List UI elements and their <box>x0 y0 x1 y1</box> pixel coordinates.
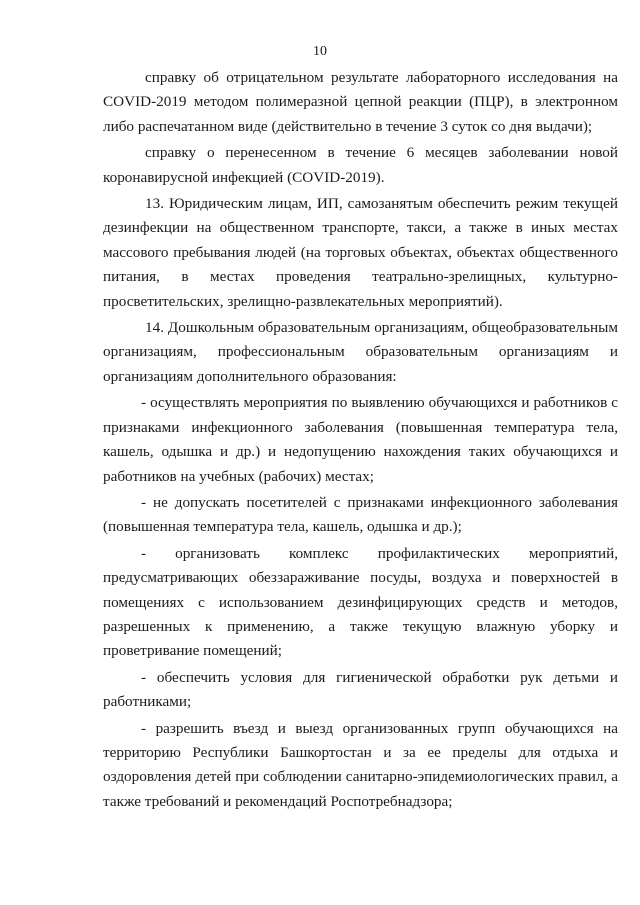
paragraph-item-14: 14. Дошкольным образовательным организациям, общеобразовательным организациям, профессиональным образовательным организациям и организациям дополнительного образования: <box>103 319 618 385</box>
page-number: 10 <box>313 44 327 59</box>
document-body <box>103 66 618 814</box>
list-item-detect-symptoms: - осуществлять мероприятия по выявлению обучающихся и работников с признаками инфекционного заболевания (повышенная температура тела, кашель, одышка и др.) и недопущению нахождения таких обучающихся и работников на учебных (рабочих) местах; <box>103 394 618 485</box>
paragraph-pcr-certificate: справку об отрицательном результате лабораторного исследования на COVID-2019 методом полимеразной цепной реакции (ПЦР), в электронном либо распечатанном виде (действительно в течение 3 суток со дня выдачи); <box>103 69 618 135</box>
list-item-hand-hygiene: - обеспечить условия для гигиенической обработки рук детьми и работниками; <box>103 668 618 711</box>
list-item-disinfection: - организовать комплекс профилактических мероприятий, предусматривающих обеззараживание посуды, воздуха и поверхностей в помещениях с использованием дезинфицирующих средств и методов, разрешенных к применению, а также текущую влажную уборку и проветривание помещений; <box>103 544 618 660</box>
paragraph-item-13: 13. Юридическим лицам, ИП, самозанятым обеспечить режим текущей дезинфекции на общественном транспорте, такси, а также в иных местах массового пребывания людей (на торговых объектах, объектах общественного питания, в местах проведения театрально-зрелищных, культурно-просветительских, зрелищно-развлекательных мероприятий). <box>103 195 618 310</box>
list-item-group-travel: - разрешить въезд и выезд организованных групп обучающихся на территорию Республики Башкортостан и за ее пределы для отдыха и оздоровления детей при соблюдении санитарно-эпидемиологических правил, а также требований и рекомендаций Роспотребнадзора; <box>103 719 618 810</box>
list-item-no-visitors: - не допускать посетителей с признаками инфекционного заболевания (повышенная температура тела, кашель, одышка и др.); <box>103 493 618 536</box>
paragraph-recovery-certificate: справку о перенесенном в течение 6 месяцев заболевании новой коронавирусной инфекцией (COVID-2019). <box>103 144 618 186</box>
